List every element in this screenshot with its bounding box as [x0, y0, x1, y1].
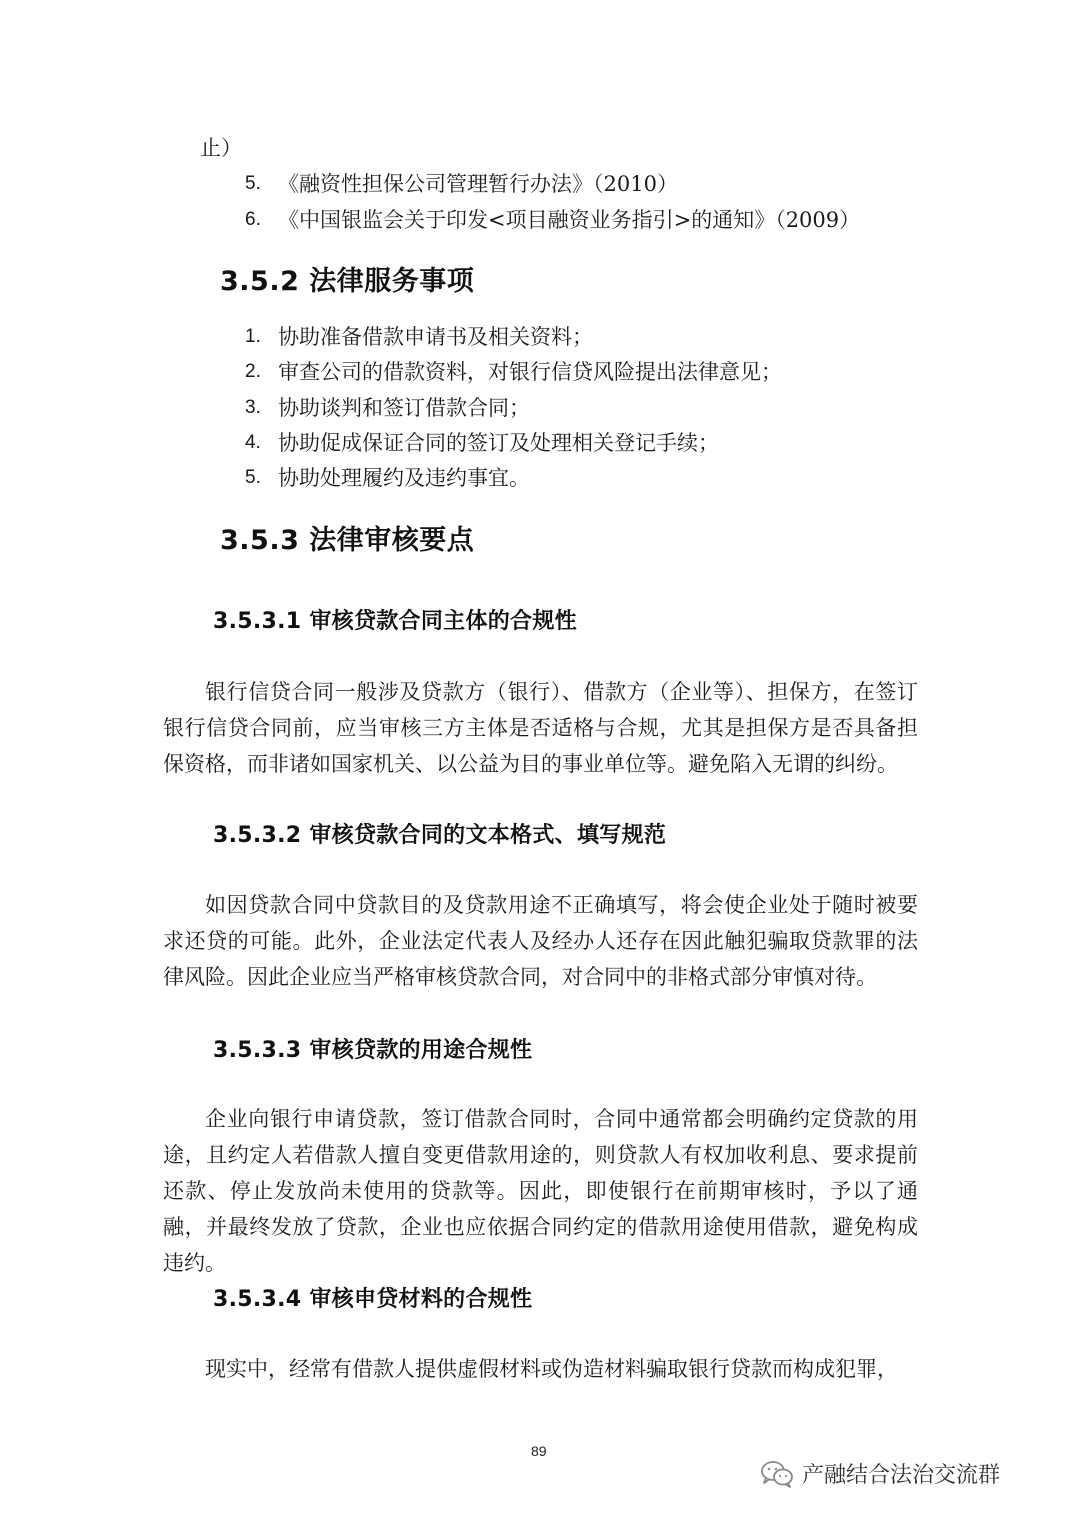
paragraph: 现实中，经常有借款人提供虚假材料或伪造材料骗取银行贷款而构成犯罪，: [205, 1357, 898, 1381]
list-number: 3.: [245, 397, 261, 418]
list-item-text: 《中国银监会关于印发<项目融资业务指引>的通知》（2009）: [278, 208, 861, 232]
subsection-heading-3-5-3-4: 3.5.3.4 审核申贷材料的合规性: [213, 1287, 533, 1312]
paragraph: 如因贷款合同中贷款目的及贷款用途不正确填写，将会使企业处于随时被要求还贷的可能。此外，企业法定代表人及经办人还存在因此触犯骗取贷款罪的法律风险。因此企业应当严格审核贷款合同，对合同中的非格式部分审慎对待。: [163, 893, 918, 989]
watermark: [760, 1458, 1000, 1489]
list-item-text: 协助处理履约及违约事宜。: [278, 466, 530, 490]
list-item-text: 审查公司的借款资料，对银行信贷风险提出法律意见；: [278, 360, 782, 384]
list-number: 4.: [245, 432, 261, 453]
continuation-text: 止）: [200, 136, 242, 160]
subsection-heading-3-5-3-2: 3.5.3.2 审核贷款合同的文本格式、填写规范: [213, 823, 667, 848]
list-item-text: 协助促成保证合同的签订及处理相关登记手续；: [278, 431, 719, 455]
wechat-icon: [760, 1459, 794, 1489]
paragraph: 企业向银行申请贷款，签订借款合同时，合同中通常都会明确约定贷款的用途，且约定人若借款人擅自变更借款用途的，则贷款人有权加收利息、要求提前还款、停止发放尚未使用的贷款等。因此，即使银行在前期审核时，予以了通融，并最终发放了贷款，企业也应依据合同约定的借款用途使用借款，避免构成违约。: [163, 1107, 918, 1275]
subsection-heading-3-5-3-3: 3.5.3.3 审核贷款的用途合规性: [213, 1038, 533, 1063]
list-number: 1.: [245, 326, 261, 347]
section-heading-3-5-3: 3.5.3 法律审核要点: [220, 525, 475, 556]
list-number: 5.: [245, 467, 261, 488]
list-number: 5.: [245, 173, 261, 194]
page-number: 89: [531, 1443, 547, 1459]
list-item-text: 协助谈判和签订借款合同；: [278, 396, 530, 420]
watermark-text: 产融结合法治交流群: [802, 1463, 1001, 1488]
list-item-text: 协助准备借款申请书及相关资料；: [278, 325, 593, 349]
subsection-heading-3-5-3-1: 3.5.3.1 审核贷款合同主体的合规性: [213, 609, 577, 634]
list-number: 2.: [245, 361, 261, 382]
list-item-text: 《融资性担保公司管理暂行办法》（2010）: [278, 172, 678, 196]
list-number: 6.: [245, 209, 261, 230]
paragraph: 银行信贷合同一般涉及贷款方（银行）、借款方（企业等）、担保方，在签订银行信贷合同前，应当审核三方主体是否适格与合规，尤其是担保方是否具备担保资格，而非诸如国家机关、以公益为目的事业单位等。避免陷入无谓的纠纷。: [163, 680, 918, 776]
section-heading-3-5-2: 3.5.2 法律服务事项: [220, 266, 475, 297]
